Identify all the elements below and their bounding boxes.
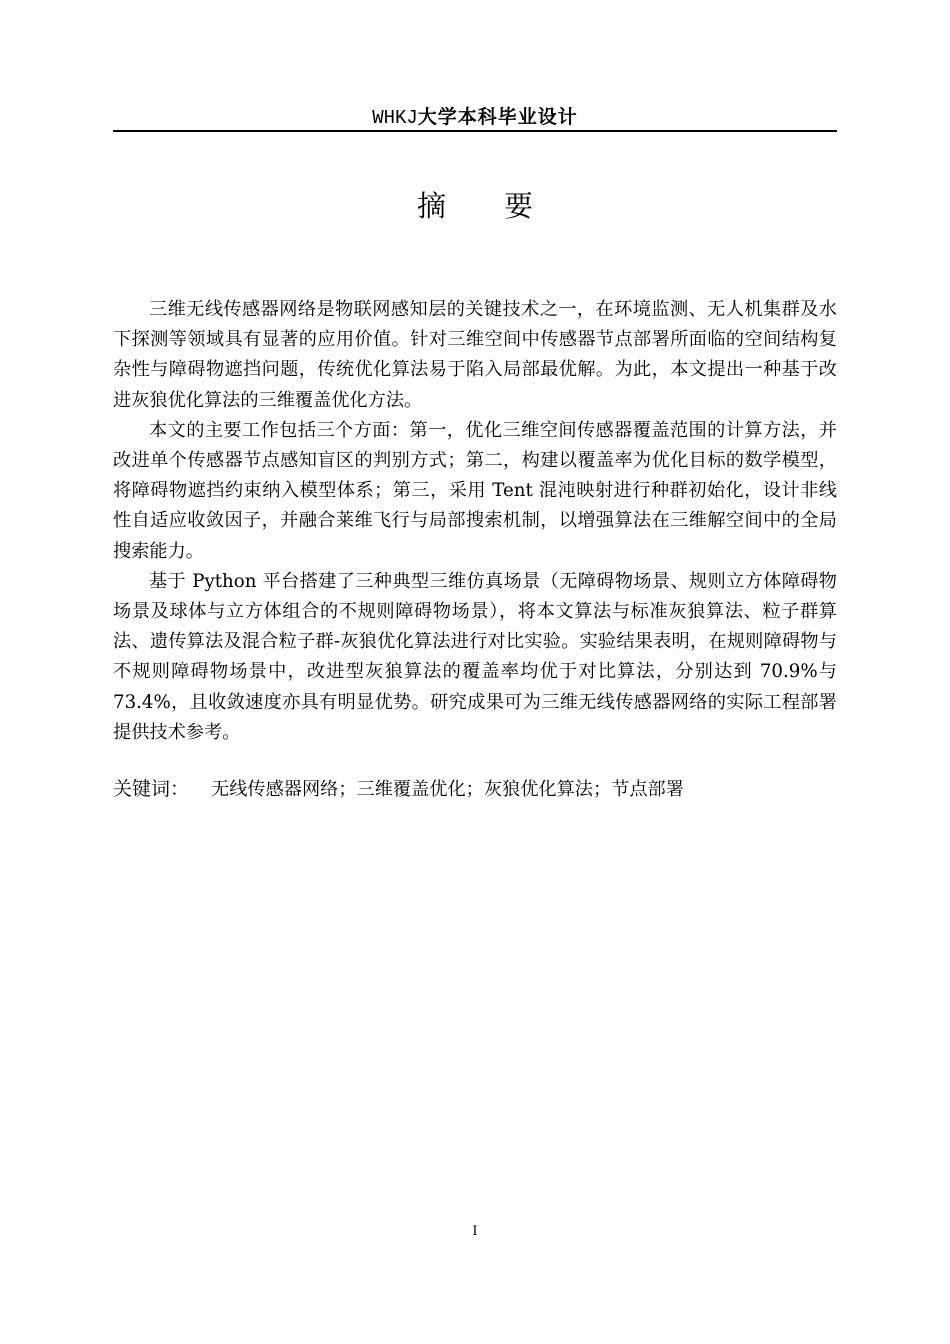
abstract-title bbox=[0, 186, 950, 226]
keywords-line bbox=[113, 774, 837, 805]
abstract-title-char-1: 摘 bbox=[416, 189, 446, 223]
keywords-label: 关键词： bbox=[113, 778, 190, 800]
page-header bbox=[113, 104, 837, 132]
header-code: WHKJ bbox=[372, 107, 418, 129]
page-number: I bbox=[472, 1224, 478, 1239]
abstract-paragraph-1: 三维无线传感器网络是物联网感知层的关键技术之一，在环境监测、无人机集群及水下探测等领域具有显著的应用价值。针对三维空间中传感器节点部署所面临的空间结构复杂性与障碍物遮挡问题，传统优化算法易于陷入局部最优解。为此，本文提出一种基于改进灰狼优化算法的三维覆盖优化方法。 bbox=[113, 299, 837, 411]
abstract-body bbox=[113, 295, 837, 748]
abstract-title-char-2: 要 bbox=[504, 189, 534, 223]
header-rule bbox=[113, 130, 837, 132]
header-university: 大学本科毕业设计 bbox=[417, 106, 578, 128]
abstract-paragraph-3: 基于 Python 平台搭建了三种典型三维仿真场景（无障碍物场景、规则立方体障碍物场景及球体与立方体组合的不规则障碍物场景），将本文算法与标准灰狼算法、粒子群算法、遗传算法及混合粒子群-灰狼优化算法进行对比实验。实验结果表明，在规则障碍物与不规则障碍物场景中，改进型灰狼算法的覆盖率均优于对比算法，分别达到 70.9%与 73.4%，且收敛速度亦具有明显优势。研究成果可为三维无线传感器网络的实际工程部署提供技术参考。 bbox=[113, 570, 837, 743]
abstract-paragraph-2: 本文的主要工作包括三个方面：第一，优化三维空间传感器覆盖范围的计算方法，并改进单个传感器节点感知盲区的判别方式；第二，构建以覆盖率为优化目标的数学模型，将障碍物遮挡约束纳入模型体系；第三，采用 Tent 混沌映射进行种群初始化，设计非线性自适应收敛因子，并融合莱维飞行与局部搜索机制，以增强算法在三维解空间中的全局搜索能力。 bbox=[113, 419, 837, 562]
keywords-value: 无线传感器网络；三维覆盖优化；灰狼优化算法；节点部署 bbox=[211, 779, 684, 800]
